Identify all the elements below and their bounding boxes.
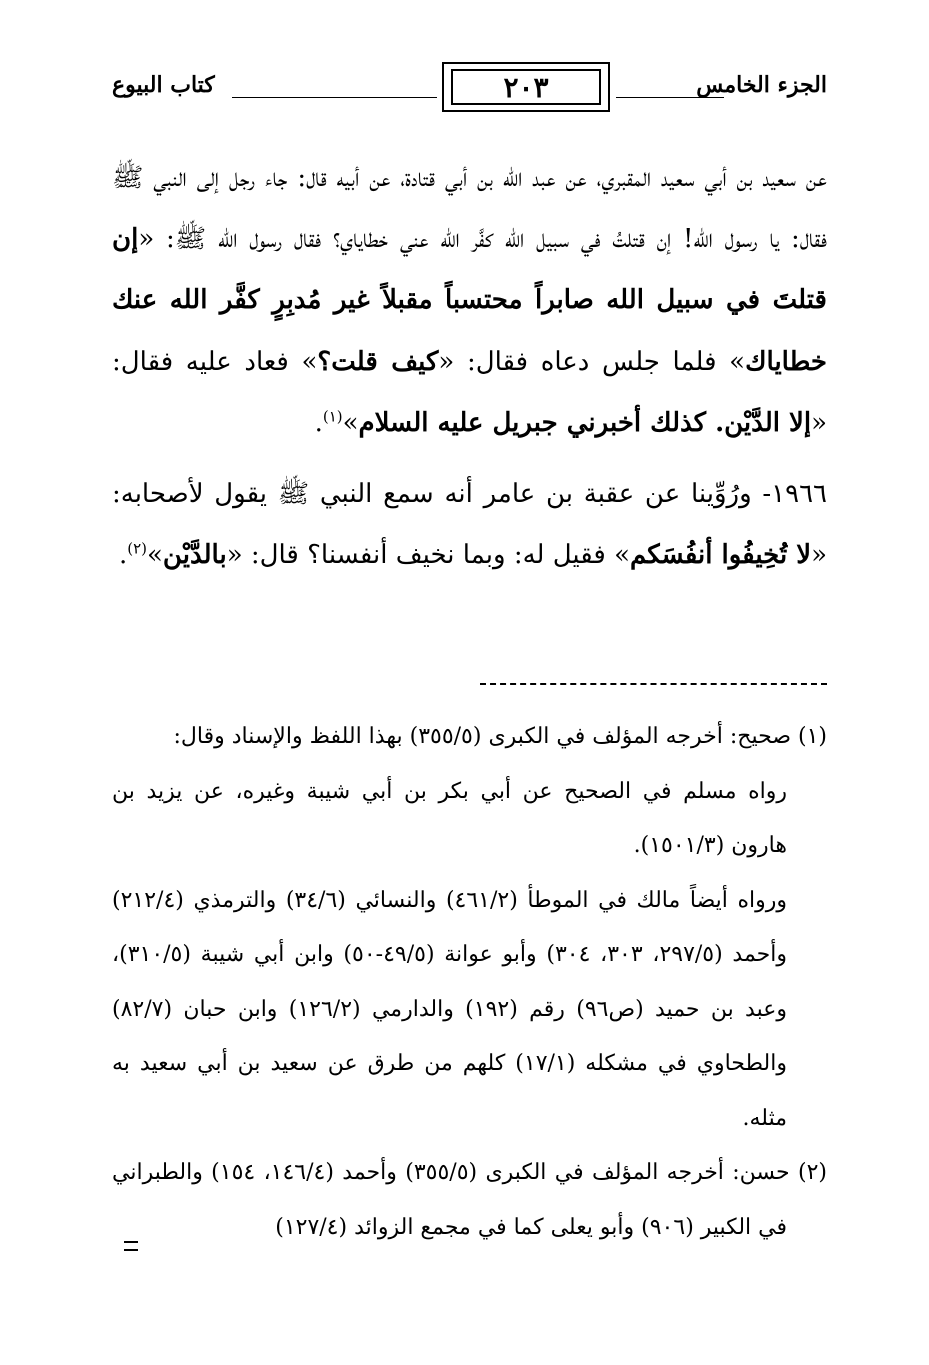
text: » فلما جلس دعاه فقال: « bbox=[438, 346, 746, 377]
prophet-saying: إن قتلتَ في سبيل الله صابراً محتسباً مقبلاً غير مُدبِرٍ كفَّر الله عنك خطاياك bbox=[112, 224, 828, 377]
footnotes bbox=[112, 710, 827, 1255]
footnote-1-line-1: (١) صحيح: أخرجه المؤلف في الكبرى (٣٥٥/٥) بهذا اللفظ والإسناد وقال: bbox=[173, 724, 827, 749]
main-text bbox=[112, 148, 827, 586]
hadith-paragraph-1 bbox=[112, 148, 827, 454]
text: » bbox=[147, 540, 163, 571]
header-rule-left bbox=[232, 97, 437, 98]
footnote-1-line-3: ورواه أيضاً مالك في الموطأ (٤٦١/٢) والنسائي (٣٤/٦) والترمذي (٢١٢/٤) وأحمد (٢٩٧/٥، ٣٠٣، ٣٠٤) وأبو عوانة (٤٩/٥-٥٠) وابن أبي شيبة (٣١٠/٥)، وعبد بن حميد (ص٩٦) رقم (١٩٢) والدارمي (١٢٦/٢) وابن حبان (٨٢/٧) والطحاوي في مشكله (١٧/١) كلهم من طرق عن سعيد بن أبي سعيد به مثله. bbox=[112, 887, 788, 1131]
running-header bbox=[112, 62, 827, 116]
prophet-saying: لا تُخِيفُوا أنفُسَكم bbox=[630, 540, 812, 571]
footnote-ref-2[interactable]: (٢) bbox=[127, 539, 147, 558]
page-number: ٢٠٣ bbox=[451, 69, 601, 105]
text: » bbox=[342, 407, 359, 438]
footnote-separator bbox=[480, 683, 827, 685]
footnote-1-line-2: رواه مسلم في الصحيح عن أبي بكر بن أبي شيبة وغيره، عن يزيد بن هارون (١٥٠١/٣). bbox=[112, 778, 787, 858]
continuation-mark bbox=[124, 1241, 138, 1251]
text: عن سعيد بن أبي سعيد المقبري، عن عبد الله بن أبي قتادة، عن أبيه قال: جاء رجل إلى النبي ﷺ فقال: يا رسول الله! إن قتلتُ في سبيل الله كفَّر الله عني خطاياي؟ فقال رسول الله ﷺ: « bbox=[112, 163, 827, 255]
page-number-box bbox=[442, 62, 610, 112]
hadith-paragraph-1966 bbox=[112, 464, 827, 586]
prophet-saying: إلا الدَّيْن. كذلك أخبرني جبريل عليه السلام bbox=[358, 407, 812, 438]
text: . bbox=[314, 407, 323, 438]
footnote-ref-1[interactable]: (١) bbox=[322, 407, 343, 426]
header-part-title: الجزء الخامس bbox=[696, 72, 827, 98]
header-book-title: كتاب البيوع bbox=[112, 72, 215, 98]
prophet-saying: بالدَّيْن bbox=[162, 540, 227, 571]
text: . bbox=[118, 540, 128, 571]
text: ١٩٦٦- ورُوِّينا عن عقبة بن عامر أنه سمع النبي ﷺ يقول لأصحابه: « bbox=[112, 479, 827, 571]
text: » فعاد عليه فقال: « bbox=[112, 346, 827, 438]
text: » فقيل له: وبما نخيف أنفسنا؟ قال: « bbox=[226, 540, 630, 571]
header-rule-right bbox=[616, 97, 724, 98]
prophet-saying: كيف قلت؟ bbox=[317, 346, 439, 377]
footnote-2: (٢) حسن: أخرجه المؤلف في الكبرى (٣٥٥/٥) وأحمد (١٤٦/٤، ١٥٤) والطبراني في الكبير (٩٠٦) وأبو يعلى كما في مجمع الزوائد (١٢٧/٤) bbox=[112, 1160, 827, 1240]
